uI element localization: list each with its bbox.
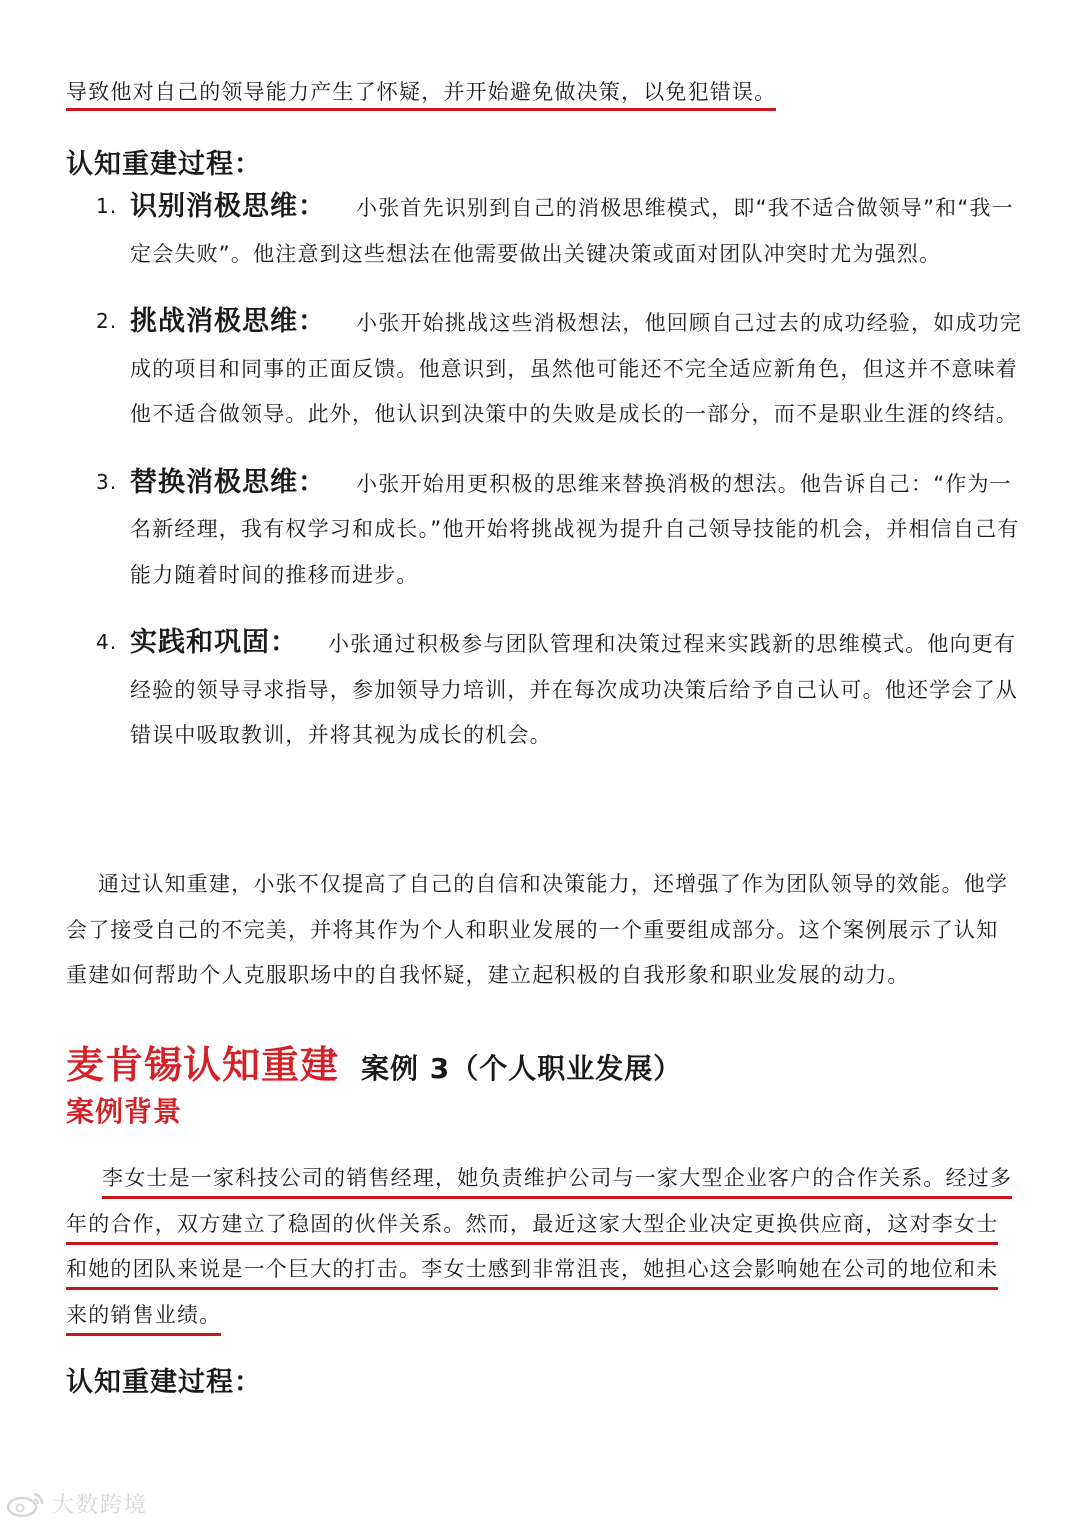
step-title: 实践和巩固： xyxy=(130,627,298,658)
step-title: 挑战消极思维： xyxy=(130,306,326,337)
case-subtitle: 案例 3（个人职业发展） xyxy=(361,1052,683,1085)
step-number: 4. xyxy=(96,630,118,654)
watermark xyxy=(6,1488,148,1519)
intro-text: 导致他对自己的领导能力产生了怀疑，并开始避免做决策，以免犯错误。 xyxy=(66,80,776,111)
case-background-heading: 案例背景 xyxy=(66,1095,183,1128)
step-item xyxy=(96,460,1026,599)
steps-list xyxy=(96,184,1026,781)
step-title: 识别消极思维： xyxy=(130,191,326,222)
summary-paragraph: 通过认知重建，小张不仅提高了自己的自信和决策能力，还增强了作为团队领导的效能。他学会了接受自己的不完美，并将其作为个人和职业发展的一个重要组成部分。这个案例展示了认知重建如何帮助个人克服职场中的自我怀疑，建立起积极的自我形象和职业发展的动力。 xyxy=(66,872,1009,987)
weibo-logo-icon xyxy=(6,1490,46,1518)
section-heading-process: 认知重建过程： xyxy=(66,149,262,180)
step-number: 3. xyxy=(96,469,118,494)
case-background-text: 李女士是一家科技公司的销售经理，她负责维护公司与一家大型企业客户的合作关系。经过多年的合作，双方建立了稳固的伙伴关系。然而，最近这家大型企业决定更换供应商，这对李女士和她的团队来说是一个巨大的打击。李女士感到非常沮丧，她担心这会影响她在公司的地位和未来的销售业绩。 xyxy=(66,1166,1012,1336)
watermark-text: 大数跨境 xyxy=(52,1493,149,1518)
step-item xyxy=(96,184,1026,277)
step-body: 小张通过积极参与团队管理和决策过程来实践新的思维模式。他向更有经验的领导寻求指导，参加领导力培训，并在每次成功决策后给予自己认可。他还学会了从错误中吸取教训，并将其视为成长的机会。 xyxy=(130,632,1018,747)
case-heading xyxy=(66,1034,682,1089)
step-number: 1. xyxy=(96,194,118,218)
step-item xyxy=(96,299,1026,438)
intro-line xyxy=(66,74,776,110)
step-body: 小张首先识别到自己的消极思维模式，即“我不适合做领导”和“我一定会失败”。他注意到这些想法在他需要做出关键决策或面对团队冲突时尤为强烈。 xyxy=(130,196,1014,266)
step-body: 小张开始挑战这些消极想法，他回顾自己过去的成功经验，如成功完成的项目和同事的正面反馈。他意识到，虽然他可能还不完全适应新角色，但这并不意味着他不适合做领导。此外，他认识到决策中的失败是成长的一部分，而不是职业生涯的终结。 xyxy=(130,311,1022,426)
case-brand-title: 麦肯锡认知重建 xyxy=(66,1043,340,1087)
step-number: 2. xyxy=(96,309,118,333)
step-item xyxy=(96,620,1026,759)
section-heading-process-2: 认知重建过程： xyxy=(66,1367,262,1398)
step-title: 替换消极思维： xyxy=(130,466,326,498)
case-background-paragraph xyxy=(66,1156,1016,1338)
step-body: 小张开始用更积极的思维来替换消极的想法。他告诉自己：“作为一名新经理，我有权学习和成长。”他开始将挑战视为提升自己领导技能的机会，并相信自己有能力随着时间的推移而进步。 xyxy=(130,471,1020,587)
